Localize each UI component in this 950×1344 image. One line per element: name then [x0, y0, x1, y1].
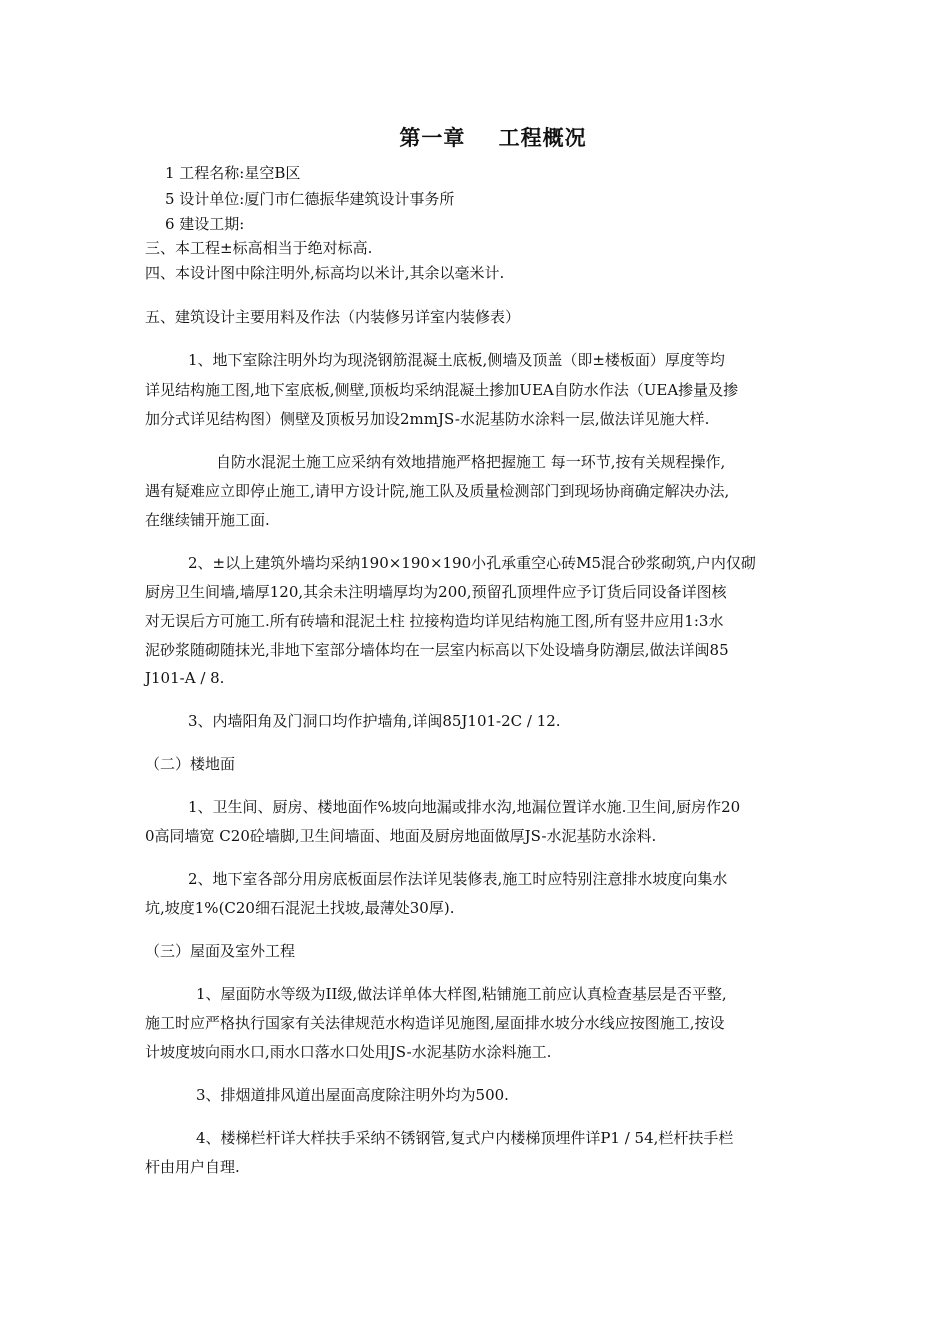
- construction-period-line: 6 建设工期:: [165, 215, 245, 233]
- paragraph-line: 2、地下室各部分用房底板面层作法详见装修表,施工时应特别注意排水坡度向集水: [188, 870, 728, 888]
- units-line: 四、本设计图中除注明外,标高均以米计,其余以毫米计.: [145, 264, 505, 282]
- paragraph-line: 详见结构施工图,地下室底板,侧壁,顶板均采纳混凝土掺加UEA自防水作法（UEA掺量及掺: [145, 381, 739, 399]
- paragraph-line: 2、±以上建筑外墙均采纳190×190×190小孔承重空心砖M5混合砂浆砌筑,户内仅砌: [188, 554, 756, 572]
- paragraph-line: 3、排烟道排风道出屋面高度除注明外均为500.: [196, 1086, 509, 1104]
- section-heading-materials: 五、建筑设计主要用料及作法（内装修另详室内装修表）: [145, 308, 521, 326]
- paragraph-line: 1、地下室除注明外均为现浇钢筋混凝土底板,侧墙及顶盖（即±楼板面）厚度等均: [188, 351, 725, 369]
- paragraph-line: 1、卫生间、厨房、楼地面作%坡向地漏或排水沟,地漏位置详水施.卫生间,厨房作20: [188, 798, 741, 816]
- paragraph-line: 遇有疑难应立即停止施工,请甲方设计院,施工队及质量检测部门到现场协商确定解决办法,: [145, 482, 730, 500]
- elevation-line: 三、本工程±标高相当于绝对标高.: [145, 239, 373, 257]
- paragraph-line: 0高同墙宽 C20砼墙脚,卫生间墙面、地面及厨房地面做厚JS-水泥基防水涂料.: [145, 827, 657, 845]
- paragraph-line: 在继续铺开施工面.: [145, 511, 270, 529]
- paragraph-line: 加分式详见结构图）侧壁及顶板另加设2mmJS-水泥基防水涂料一层,做法详见施大样.: [145, 410, 710, 428]
- paragraph-line: 1、屋面防水等级为II级,做法详单体大样图,粘铺施工前应认真检查基层是否平整,: [196, 985, 727, 1003]
- paragraph-line: J101-A / 8.: [145, 669, 225, 687]
- paragraph-line: 厨房卫生间墙,墙厚120,其余未注明墙厚均为200,预留孔顶埋件应予订货后同设备详图核: [145, 583, 727, 601]
- paragraph-line: 自防水混泥土施工应采纳有效地措施严格把握施工 每一环节,按有关规程操作,: [216, 453, 726, 471]
- section-heading-roof: （三）屋面及室外工程: [145, 942, 296, 960]
- paragraph-line: 4、楼梯栏杆详大样扶手采纳不锈钢管,复式户内楼梯顶埋件详P1 / 54,栏杆扶手栏: [196, 1129, 734, 1147]
- paragraph-line: 计坡度坡向雨水口,雨水口落水口处用JS-水泥基防水涂料施工.: [145, 1043, 552, 1061]
- paragraph-line: 3、内墙阳角及门洞口均作护墙角,详闽85J101-2C / 12.: [188, 712, 561, 730]
- project-name-line: 1 工程名称:星空B区: [165, 164, 301, 182]
- chapter-title: 第一章 工程概况: [399, 125, 587, 150]
- paragraph-line: 对无误后方可施工.所有砖墙和混泥土柱 拉接构造均详见结构施工图,所有竖井应用1:3水: [145, 612, 724, 630]
- design-unit-line: 5 设计单位:厦门市仁德振华建筑设计事务所: [165, 190, 455, 208]
- paragraph-line: 泥砂浆随砌随抹光,非地下室部分墙体均在一层室内标高以下处设墙身防潮层,做法详闽85: [145, 641, 729, 659]
- paragraph-line: 施工时应严格执行国家有关法律规范水构造详见施图,屋面排水坡分水线应按图施工,按设: [145, 1014, 725, 1032]
- paragraph-line: 杆由用户自理.: [145, 1158, 240, 1176]
- paragraph-line: 坑,坡度1%(C20细石混泥土找坡,最薄处30厚).: [145, 899, 455, 917]
- section-heading-floors: （二）楼地面: [145, 755, 236, 773]
